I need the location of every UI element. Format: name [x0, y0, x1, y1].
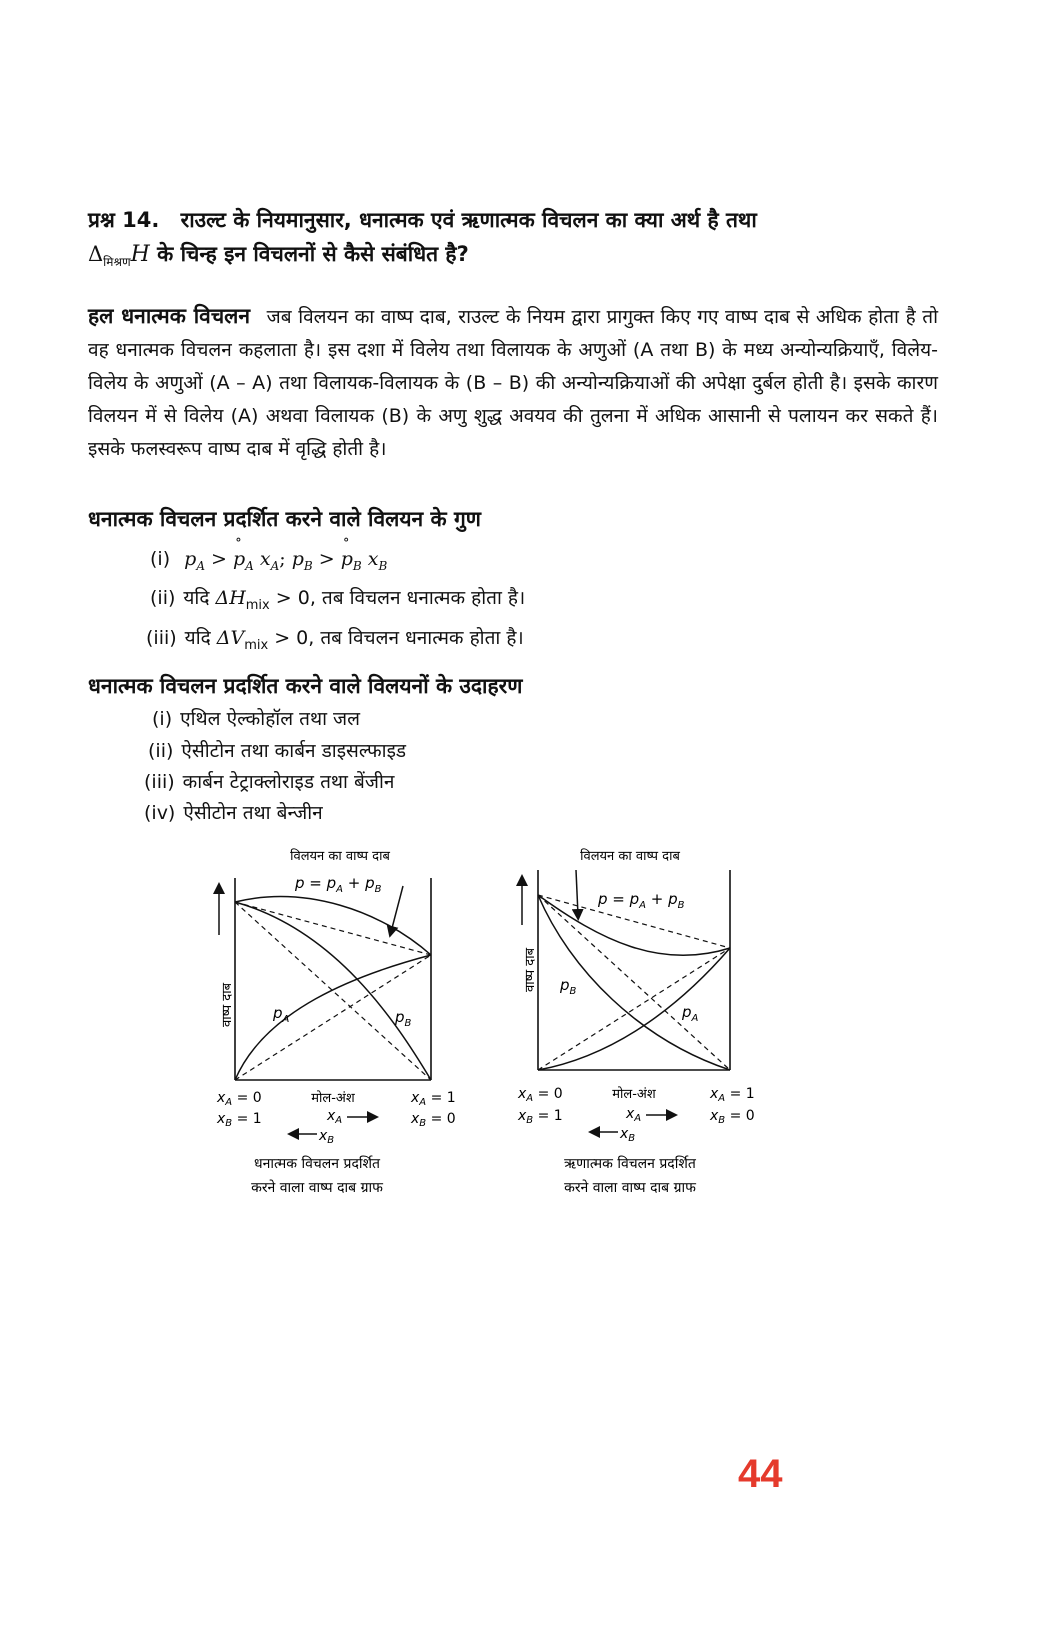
right-y-label: वाष्प दाब — [523, 948, 538, 992]
left-x-left-2: $x_B = 1$ — [217, 1111, 262, 1129]
positive-deviation-graph — [205, 840, 480, 1205]
left-top-label: विलयन का वाष्प दाब — [290, 849, 390, 864]
example-item-2: (ii) ऐसीटोन तथा कार्बन डाइसल्फाइड — [148, 740, 407, 762]
left-caption-1: धनात्मक विचलन प्रदर्शित — [253, 1156, 381, 1172]
answer-paragraph — [88, 300, 938, 466]
right-x-mid: मोल-अंश — [612, 1087, 656, 1102]
left-y-label: वाष्प दाब — [220, 983, 235, 1027]
right-equation: $p = p_A + p_B$ — [598, 890, 685, 911]
question-text-2: के चिन्ह इन विचलनों से कैसे संबंधित है? — [157, 242, 469, 266]
negative-deviation-graph — [510, 840, 785, 1205]
page-number: 44 — [738, 1452, 783, 1496]
left-x-mid: मोल-अंश — [311, 1091, 355, 1106]
example-item-1: (i) एथिल ऐल्कोहॉल तथा जल — [152, 708, 361, 730]
right-x-right-1: $x_A = 1$ — [710, 1086, 755, 1104]
right-xb-arrow-label: $x_B$ — [620, 1126, 636, 1144]
right-x-left-1: $x_A = 0$ — [518, 1086, 563, 1104]
left-x-left-1: $x_A = 0$ — [217, 1090, 262, 1108]
examples-heading: धनात्मक विचलन प्रदर्शित करने वाले विलयनों के उदाहरण — [88, 674, 523, 698]
property-item-3: (iii) यदि $\Delta V_{mix} > 0$, तब विचलन धनात्मक होता है। — [146, 627, 524, 653]
question-block — [88, 203, 948, 279]
left-curve-pb: $p_B$ — [395, 1008, 412, 1029]
answer-lead: हल धनात्मक विचलन — [88, 304, 251, 328]
answer-body: जब विलयन का वाष्प दाब, राउल्ट के नियम द्वारा प्रागुक्त किए गए वाष्प दाब से अधिक होता है तो वह धनात्मक विचलन कहलाता है। इस दशा में विलेय तथा विलायक के अणुओं (A तथा B) के मध्य अन्योन्यक्रियाएँ, विलेय-विलेय के अणुओं (A – A) तथा विलायक-विलायक के (B – B) की अन्योन्यक्रियाओं की अपेक्षा दुर्बल होती है। इसके कारण विलयन में से विलेय (A) अथवा विलायक (B) के अणु शुद्ध अवयव की तुलना में अधिक आसानी से पलायन कर सकते हैं। इसके फलस्वरूप वाष्प दाब में वृद्धि होती है। — [88, 306, 939, 460]
property-item-2: (ii) यदि $\Delta H_{mix} > 0$, तब विचलन धनात्मक होता है। — [150, 587, 526, 613]
question-text: राउल्ट के नियमानुसार, धनात्मक एवं ऋणात्मक विचलन का क्या अर्थ है तथा — [180, 208, 757, 232]
right-curve-pb: $p_B$ — [560, 976, 577, 997]
right-x-right-2: $x_B = 0$ — [710, 1108, 755, 1126]
left-xa-arrow-label: $x_A$ — [327, 1108, 343, 1126]
left-caption-2: करने वाला वाष्प दाब ग्राफ — [251, 1180, 383, 1196]
left-equation: $p = p_A + p_B$ — [295, 874, 382, 895]
property-item-1: (i) $p_A$ > ∘ $p_A$ $x_A$; $p_B$ > ∘ $p_B$ $x_B$ — [150, 548, 387, 573]
right-curve-pa: $p_A$ — [682, 1003, 699, 1024]
left-curve-pa: $p_A$ — [273, 1004, 290, 1025]
example-item-4: (iv) ऐसीटोन तथा बेन्जीन — [144, 802, 323, 824]
question-number: प्रश्न 14. — [88, 208, 160, 232]
right-top-label: विलयन का वाष्प दाब — [580, 849, 680, 864]
left-xb-arrow-label: $x_B$ — [319, 1128, 335, 1146]
left-x-right-2: $x_B = 0$ — [411, 1111, 456, 1129]
right-caption-2: करने वाला वाष्प दाब ग्राफ — [564, 1180, 696, 1196]
right-x-left-2: $x_B = 1$ — [518, 1108, 563, 1126]
right-xa-arrow-label: $x_A$ — [626, 1106, 642, 1124]
right-caption-1: ऋणात्मक विचलन प्रदर्शित — [564, 1156, 696, 1172]
example-item-3: (iii) कार्बन टेट्राक्लोराइड तथा बेंजीन — [144, 771, 395, 793]
left-x-right-1: $x_A = 1$ — [411, 1090, 456, 1108]
properties-heading: धनात्मक विचलन प्रदर्शित करने वाले विलयन के गुण — [88, 507, 481, 531]
delta-mix-h: $\Delta_{मिश्रण}H$ — [88, 242, 150, 270]
